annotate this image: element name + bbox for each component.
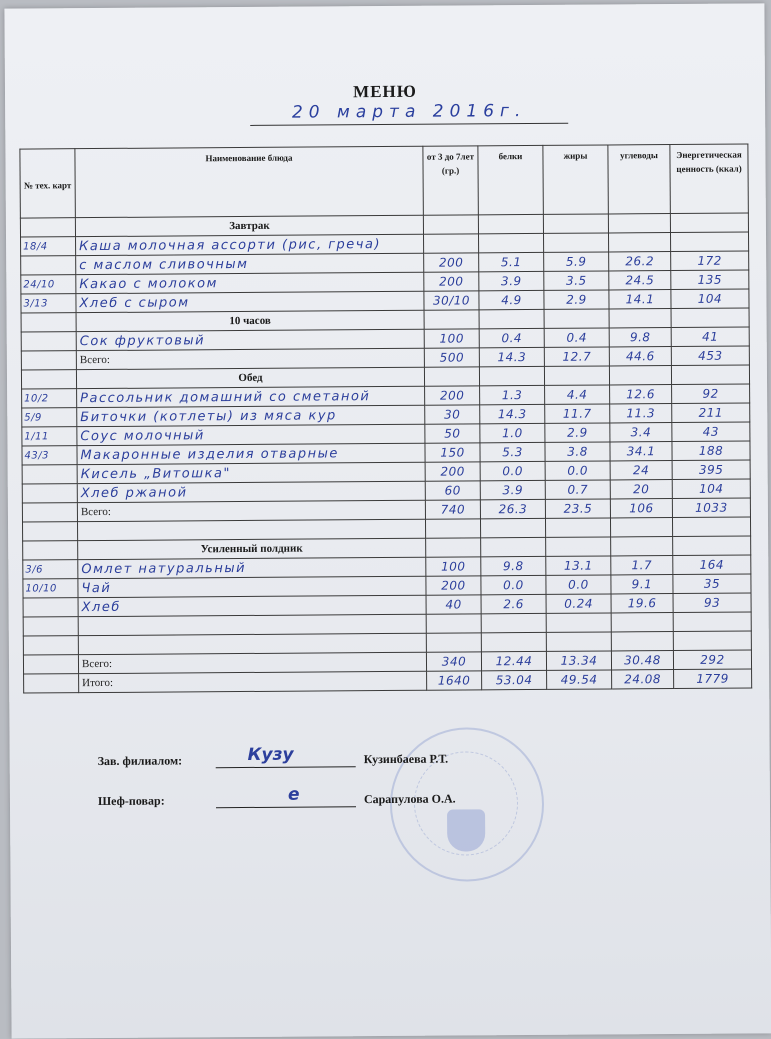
tech-card-code [22, 465, 77, 484]
header-tech: № тех. карт [20, 149, 75, 218]
carbs: 11.3 [610, 404, 672, 423]
carbs: 24 [610, 461, 672, 480]
fat: 3.5 [544, 271, 609, 290]
energy: 164 [673, 555, 751, 575]
portion: 40 [426, 595, 481, 614]
grand-total-row [24, 669, 752, 693]
fat: 13.1 [546, 556, 611, 575]
carbs: 24.5 [609, 271, 671, 290]
date-line [250, 101, 568, 126]
chef-signature-row [98, 784, 658, 828]
carbs: 9.8 [609, 328, 671, 347]
chef-name: Сарапулова О.А. [363, 791, 456, 807]
protein: 1.0 [480, 423, 545, 442]
carbs: 34.1 [610, 442, 672, 461]
portion [423, 234, 478, 253]
total-label: Всего: [78, 652, 426, 673]
section-title: Обед [76, 367, 424, 388]
tech-card-code: 1/11 [22, 427, 77, 446]
energy: 292 [673, 650, 751, 670]
portion: 100 [426, 557, 481, 576]
fat: 0.4 [544, 328, 609, 347]
tech-card-code: 43/3 [22, 446, 77, 465]
chef-label: Шеф-повар: [97, 793, 165, 809]
energy: 104 [671, 289, 749, 309]
page-title: МЕНЮ [353, 81, 417, 102]
protein: 3.9 [479, 271, 544, 290]
protein: 0.4 [479, 328, 544, 347]
carbs: 19.6 [611, 594, 673, 613]
portion: 30/10 [424, 291, 479, 310]
carbs [608, 233, 670, 252]
fat: 0.7 [545, 480, 610, 499]
energy: 172 [671, 251, 749, 271]
energy: 188 [672, 441, 750, 461]
protein: 14.3 [479, 347, 544, 366]
fat: 2.9 [545, 423, 610, 442]
dish-name: Биточки (котлеты) из мяса кур [77, 405, 425, 426]
header-carbs: углеводы [608, 145, 670, 214]
energy: 41 [671, 327, 749, 347]
dish-name: Хлеб с сыром [76, 291, 424, 312]
protein: 1.3 [480, 385, 545, 404]
signature-line [216, 806, 356, 808]
header-energy: Энергетическая ценность (ккал) [670, 144, 748, 214]
dish-name: Сок фруктовый [76, 329, 424, 350]
energy: 1033 [672, 498, 750, 518]
protein: 4.9 [479, 290, 544, 309]
energy [670, 232, 748, 252]
dish-name: Омлет натуральный [78, 557, 426, 578]
fat: 0.0 [546, 575, 611, 594]
portion: 100 [424, 329, 479, 348]
energy: 1779 [674, 669, 752, 689]
carbs: 106 [610, 499, 672, 518]
tech-card-code: 10/10 [23, 579, 78, 598]
portion: 150 [425, 443, 480, 462]
dish-name: Хлеб ржаной [77, 481, 425, 502]
fat: 12.7 [544, 347, 609, 366]
fat: 23.5 [545, 499, 610, 518]
header-portion: от 3 до 7лет (гр.) [423, 146, 478, 215]
carbs: 14.1 [609, 290, 671, 309]
energy: 395 [672, 460, 750, 480]
header-row [20, 144, 748, 218]
protein: 5.1 [479, 252, 544, 271]
signatures-block [98, 744, 659, 828]
carbs: 30.48 [611, 651, 673, 670]
portion: 30 [425, 405, 480, 424]
tech-card-code: 18/4 [21, 237, 76, 256]
dish-name: Макаронные изделия отварные [77, 443, 425, 464]
protein: 14.3 [480, 404, 545, 423]
energy: 43 [672, 422, 750, 442]
dish-name: Рассольник домашний со сметаной [77, 386, 425, 407]
fat: 11.7 [545, 404, 610, 423]
tech-card-code [23, 598, 78, 617]
portion: 200 [426, 576, 481, 595]
fat: 0.0 [545, 461, 610, 480]
tech-card-code: 10/2 [22, 389, 77, 408]
fat: 13.34 [546, 651, 611, 670]
total-label: Всего: [76, 348, 424, 369]
carbs: 20 [610, 480, 672, 499]
dish-name: с маслом сливочным [76, 253, 424, 274]
portion: 60 [425, 481, 480, 500]
protein [478, 233, 543, 252]
portion: 500 [424, 348, 479, 367]
portion: 200 [424, 272, 479, 291]
energy: 135 [671, 270, 749, 290]
dish-name: Кисель „Витошка" [77, 462, 425, 483]
grand-total-label: Итого: [79, 671, 427, 692]
protein: 0.0 [480, 461, 545, 480]
carbs: 3.4 [610, 423, 672, 442]
portion: 340 [426, 652, 481, 671]
energy: 104 [672, 479, 750, 499]
menu-sheet [4, 3, 771, 1038]
tech-card-code: 5/9 [22, 408, 77, 427]
menu-table [19, 143, 752, 693]
branch-head-label: Зав. филиалом: [97, 753, 183, 769]
protein: 53.04 [482, 670, 547, 689]
energy: 93 [673, 593, 751, 613]
carbs: 9.1 [611, 575, 673, 594]
energy: 35 [673, 574, 751, 594]
fat: 0.24 [546, 594, 611, 613]
dish-name: Соус молочный [77, 424, 425, 445]
branch-head-signature-row [98, 744, 658, 788]
portion: 200 [425, 462, 480, 481]
tech-card-code: 3/13 [21, 294, 76, 313]
dish-name: Каша молочная ассорти (рис, греча) [76, 234, 424, 255]
menu-date: 20 марта 2016г. [291, 101, 527, 123]
protein: 26.3 [480, 499, 545, 518]
fat: 49.54 [547, 670, 612, 689]
tech-card-code: 3/6 [23, 560, 78, 579]
branch-head-signature: Кузу [247, 744, 294, 765]
portion: 1640 [427, 671, 482, 690]
protein: 9.8 [481, 556, 546, 575]
section-title: Усиленный полдник [78, 538, 426, 559]
protein: 5.3 [480, 442, 545, 461]
chef-signature: е [287, 784, 300, 805]
carbs: 1.7 [611, 556, 673, 575]
branch-head-name: Кузинбаева Р.Т. [363, 751, 449, 767]
header-name: Наименование блюда [75, 146, 423, 217]
portion: 740 [425, 500, 480, 519]
portion: 200 [424, 253, 479, 272]
tech-card-code [21, 256, 76, 275]
fat: 4.4 [545, 385, 610, 404]
energy: 211 [672, 403, 750, 423]
fat [543, 233, 608, 252]
dish-name: Хлеб [78, 595, 426, 616]
protein: 12.44 [481, 651, 546, 670]
carbs: 24.08 [612, 670, 674, 689]
protein: 2.6 [481, 594, 546, 613]
fat: 5.9 [544, 252, 609, 271]
section-title: Завтрак [75, 215, 423, 236]
tech-card-code [22, 484, 77, 503]
energy: 453 [671, 346, 749, 366]
signature-line [216, 766, 356, 768]
carbs: 12.6 [610, 385, 672, 404]
total-label: Всего: [77, 500, 425, 521]
fat: 2.9 [544, 290, 609, 309]
protein: 0.0 [481, 575, 546, 594]
tech-card-code: 24/10 [21, 275, 76, 294]
carbs: 44.6 [609, 347, 671, 366]
header-protein: белки [478, 145, 543, 214]
carbs: 26.2 [609, 252, 671, 271]
portion: 200 [425, 386, 480, 405]
section-title: 10 часов [76, 310, 424, 331]
protein: 3.9 [480, 480, 545, 499]
dish-name: Чай [78, 576, 426, 597]
fat: 3.8 [545, 442, 610, 461]
tech-card-code [21, 332, 76, 351]
header-fat: жиры [543, 145, 608, 214]
dish-name: Какао с молоком [76, 272, 424, 293]
energy: 92 [672, 384, 750, 404]
portion: 50 [425, 424, 480, 443]
